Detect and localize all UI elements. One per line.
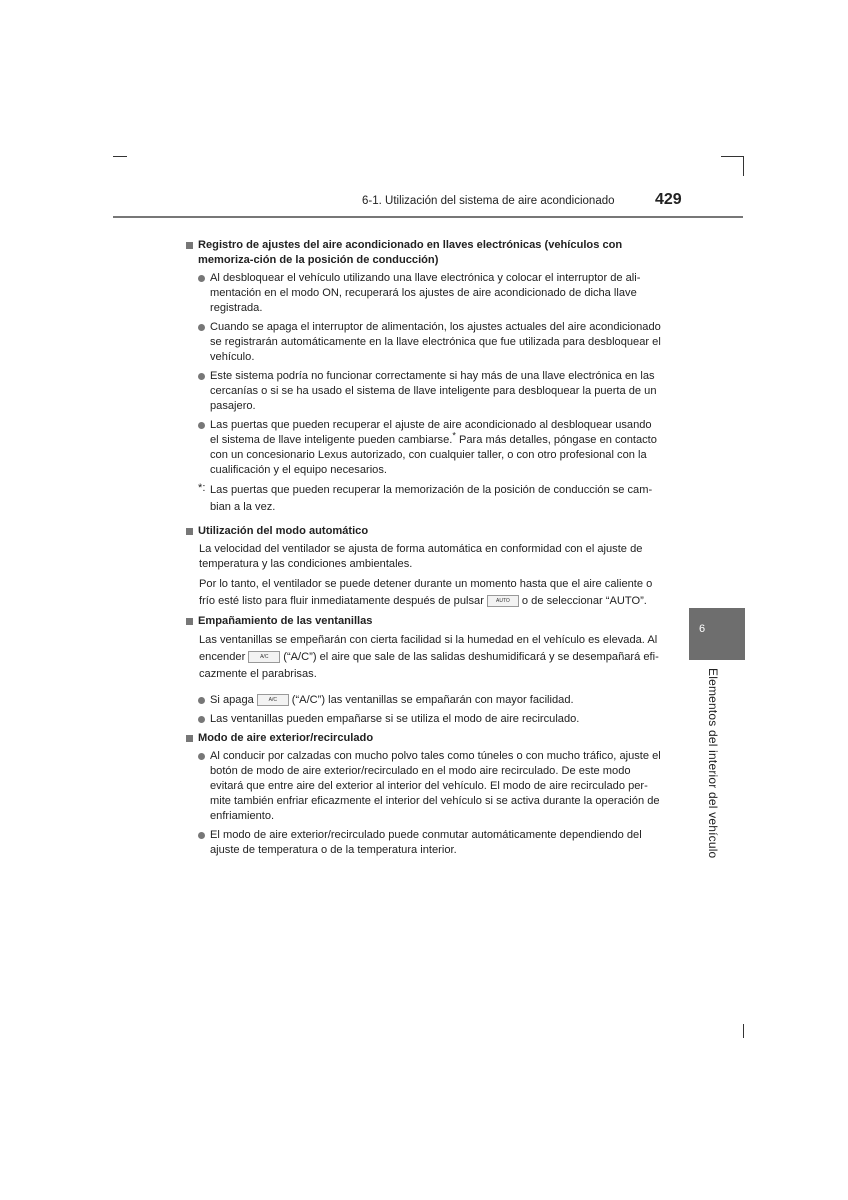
- page-body: [186, 238, 662, 862]
- auto-button-icon: AUTO: [487, 595, 519, 607]
- list-item-text: Al desbloquear el vehículo utilizando una llave electrónica y colocar el interruptor de ali-mentación en el modo ON, recuperará los ajustes de aire acondicionado de dicha llave registrada.: [210, 272, 641, 314]
- list-item-text-continued: (“A/C”) las ventanillas se empañarán con mayor facilidad.: [291, 694, 574, 706]
- list-item-text: Al conducir por calzadas con mucho polvo tales como túneles o con mucho tráfico, ajuste el botón de modo de aire exterior/recirculado en el modo aire recirculado. De este modo evitará que entre aire del exterior al interior del vehículo. El modo de aire recirculado per-mite también enfriar eficazmente el interior del vehículo si se activa durante la operación de enfriamiento.: [210, 750, 661, 822]
- crop-mark-top-right-h: [721, 156, 743, 157]
- list-item: [186, 418, 662, 478]
- paragraph-text-continued: (“A/C”) el aire que sale de las salidas deshumidificará y se desempañará efi-cazmente el parabrisas.: [199, 651, 659, 680]
- square-bullet-icon: [186, 528, 193, 535]
- list-item-text: El modo de aire exterior/recirculado puede conmutar automáticamente dependiendo del ajuste de temperatura o de la temperatura interior.: [210, 829, 642, 856]
- header-rule: [113, 216, 743, 218]
- list-item: [186, 320, 662, 365]
- round-bullet-icon: [198, 832, 205, 839]
- square-bullet-icon: [186, 735, 193, 742]
- list-item-text: Las ventanillas pueden empañarse si se utiliza el modo de aire recirculado.: [210, 713, 580, 725]
- section-heading-modo: [186, 731, 662, 746]
- crop-mark-bottom-right: [743, 1024, 744, 1038]
- section-heading-text: Empañamiento de las ventanillas: [198, 615, 373, 627]
- round-bullet-icon: [198, 324, 205, 331]
- list-item: [186, 693, 662, 708]
- section-heading-registro: [186, 238, 662, 268]
- paragraph: [186, 576, 662, 610]
- list-item-text: Este sistema podría no funcionar correctamente si hay más de una llave electrónica en las cercanías o si se ha usado el sistema de llave inteligente para desbloquear la puerta de un pasajero.: [210, 370, 657, 412]
- paragraph: [186, 632, 662, 683]
- paragraph-text-continued: o de seleccionar “AUTO”.: [521, 595, 647, 607]
- section-heading-automatico: [186, 524, 662, 539]
- paragraph: La velocidad del ventilador se ajusta de forma automática en conformidad con el ajuste de temperatura y las condiciones ambientales.: [199, 543, 643, 570]
- list-item: [186, 828, 662, 858]
- crop-mark-top-left: [113, 156, 127, 157]
- round-bullet-icon: [198, 275, 205, 282]
- running-header: 6-1. Utilización del sistema de aire acondicionado: [362, 195, 615, 207]
- list-item-text: Cuando se apaga el interruptor de alimentación, los ajustes actuales del aire acondicionado se registrarán automáticamente en la llave electrónica que fue utilizada para desbloquear el vehículo.: [210, 321, 661, 363]
- section-heading-empanamiento: [186, 614, 662, 629]
- footnote-text: Las puertas que pueden recuperar la memorización de la posición de conducción se cam-bian a la vez.: [210, 484, 653, 513]
- ac-button-icon: A/C: [257, 694, 289, 706]
- square-bullet-icon: [186, 242, 193, 249]
- section-heading-text: Registro de ajustes del aire acondicionado en llaves electrónicas (vehículos con memoriza-ción de la posición de conducción): [198, 239, 623, 266]
- section-heading-text: Utilización del modo automático: [198, 525, 369, 537]
- list-item-text: Las puertas que pueden recuperar el ajuste de aire acondicionado al desbloquear usando el sistema de llave inteligente pueden cambiarse.: [210, 419, 652, 446]
- list-item: [186, 369, 662, 414]
- round-bullet-icon: [198, 422, 205, 429]
- list-item-text-continued: Para más detalles, póngase en contacto con un concesionario Lexus autorizado, con cualquier taller, o con otro profesional con la cualificación y el equipo necesarios.: [210, 434, 657, 476]
- round-bullet-icon: [198, 697, 205, 704]
- ac-button-icon: A/C: [248, 651, 280, 663]
- footnote-reference: *: [452, 430, 456, 441]
- footnote: [186, 482, 662, 516]
- round-bullet-icon: [198, 753, 205, 760]
- page-number: 429: [655, 191, 682, 208]
- chapter-side-title: Elementos del interior del vehículo: [706, 668, 720, 859]
- footnote-marker: *:: [198, 482, 206, 494]
- paragraph-text: Por lo tanto, el ventilador se puede detener durante un momento hasta que el aire caliente o frío esté listo para fluir inmediatamente después de pulsar: [199, 578, 653, 607]
- paragraph-text: Las ventanillas se empeñarán con cierta facilidad si la humedad en el vehículo es elevada. Al encender: [199, 634, 658, 663]
- section-heading-text: Modo de aire exterior/recirculado: [198, 732, 374, 744]
- square-bullet-icon: [186, 618, 193, 625]
- list-item-text: Si apaga: [210, 694, 254, 706]
- round-bullet-icon: [198, 373, 205, 380]
- chapter-number: 6: [699, 623, 706, 635]
- crop-mark-top-right-v: [743, 156, 744, 176]
- list-item: [186, 712, 662, 727]
- chapter-tab: [689, 608, 745, 660]
- list-item: [186, 749, 662, 824]
- list-item: [186, 271, 662, 316]
- round-bullet-icon: [198, 716, 205, 723]
